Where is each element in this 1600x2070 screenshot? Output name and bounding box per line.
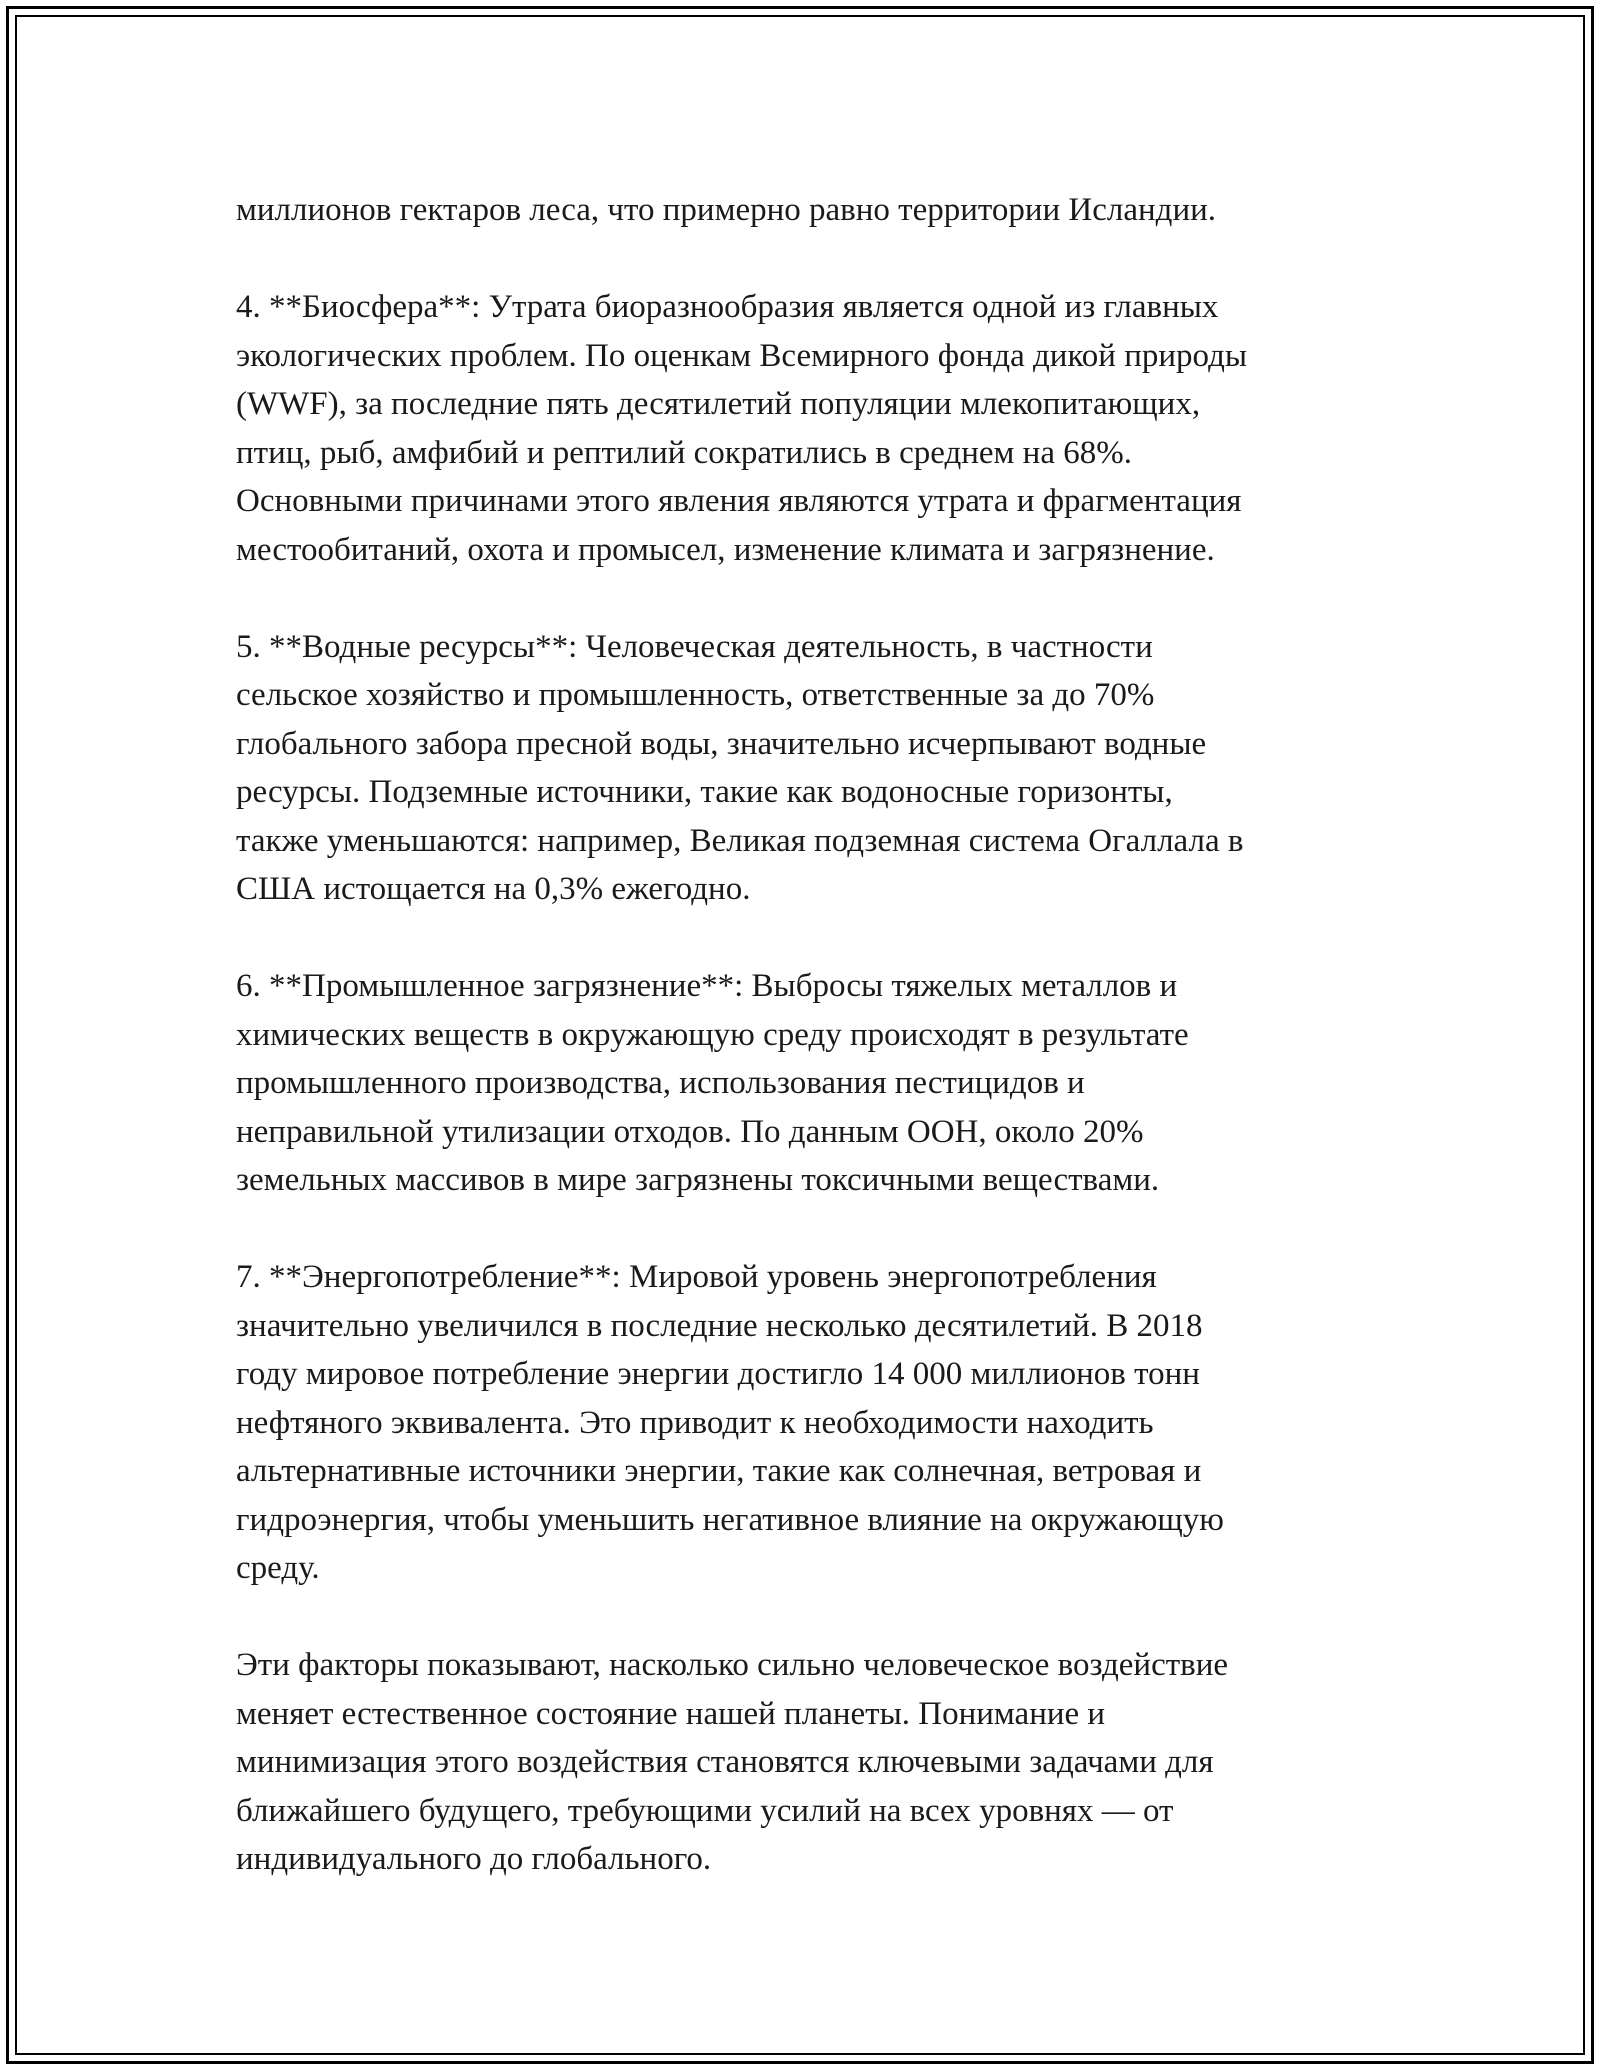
paragraph-biosphere: 4. **Биосфера**: Утрата биоразнообразия является одной из главных экологических проблем. По оценкам Всемирного фонда дикой природы (WWF), за последние пять десятилетий популяции млекопитающих, птиц, рыб, амфибий и рептилий сократились в среднем на 68%. Основными причинами этого явления являются утрата и фрагментация местообитаний, охота и промысел, изменение климата и загрязнение. [236,289,1248,568]
paragraph-conclusion: Эти факторы показывают, насколько сильно человеческое воздействие меняет естественное состояние нашей планеты. Понимание и минимизация этого воздействия становятся ключевыми задачами для ближайшего будущего, требующими усилий на всех уровнях — от индивидуального до глобального. [236,1647,1229,1877]
paragraph-energy-consumption: 7. **Энергопотребление**: Мировой уровень энергопотребления значительно увеличился в последние несколько десятилетий. В 2018 году мировое потребление энергии достигло 14 000 миллионов тонн нефтяного эквивалента. Это приводит к необходимости находить альтернативные источники энергии, такие как солнечная, ветровая и гидроэнергия, чтобы уменьшить негативное влияние на окружающую среду. [236,1259,1224,1586]
paragraph-forest-continuation: миллионов гектаров леса, что примерно равно территории Исландии. [236,192,1217,228]
paragraph-industrial-pollution: 6. **Промышленное загрязнение**: Выбросы тяжелых металлов и химических веществ в окружающую среду происходят в результате промышленного производства, использования пестицидов и неправильной утилизации отходов. По данным ООН, около 20% земельных массивов в мире загрязнены токсичными веществами. [236,968,1189,1198]
document-body [236,186,1386,1884]
paragraph-water-resources: 5. **Водные ресурсы**: Человеческая деятельность, в частности сельское хозяйство и промышленность, ответственные за до 70% глобального забора пресной воды, значительно исчерпывают водные ресурсы. Подземные источники, такие как водоносные горизонты, также уменьшаются: например, Великая подземная система Огаллала в США истощается на 0,3% ежегодно. [236,628,1244,907]
